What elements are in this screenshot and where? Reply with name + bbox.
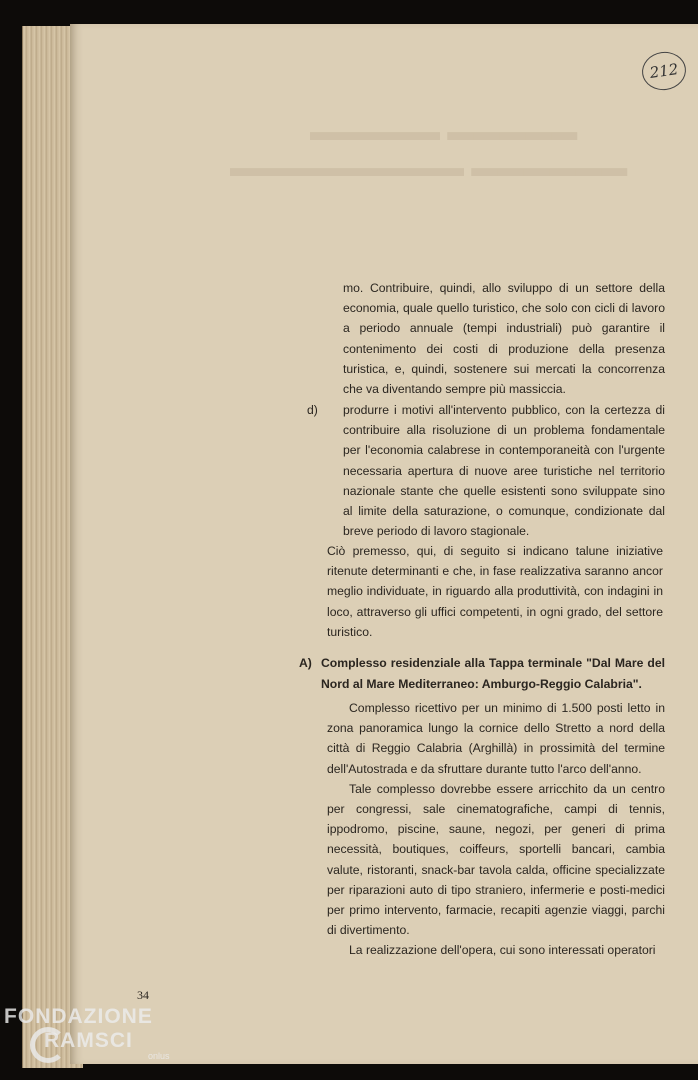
watermark-line-2: RAMSCI [44,1029,133,1052]
section-a-body [327,698,665,961]
section-a-paragraph-2: Tale complesso dovrebbe essere arricchito da un centro per congressi, sale cinematografiche, campi di tennis, ippodromo, piscine, saune, negozi, per generi di prima necessità, boutiques, coiffeurs, sportelli bancari, cambia valute, ristoranti, snack-bar tavola calda, officine specializzate per riparazioni auto di tipo straniero, infermerie e posti-medici per primo intervento, farmacie, recapiti agenzie viaggi, parchi di divertimento. [327,781,665,938]
watermark-line-1: FONDAZIONE [4,1005,153,1028]
section-a-paragraph-1: Complesso ricettivo per un minimo di 1.500 posti letto in zona panoramica lungo la cornice dello Stretto a nord della città di Reggio Calabria (Arghillà) in prossimità del termine dell'Autostrada e da sfruttare durante tutto l'arco dell'anno. [327,701,665,776]
section-letter: A) [299,656,312,670]
premise-text: Ciò premesso, qui, di seguito si indicano talune iniziative ritenute determinanti e che, in fase realizzativa saranno ancor meglio individuate, in riguardo alla produttività, con indagini in loco, attraverso gli uffici competenti, in ogni grado, del settore turistico. [327,544,663,639]
list-item-d-paragraph [307,400,665,541]
list-item-text: produrre i motivi all'intervento pubblico, con la certezza di contribuire alla risoluzione di un problema fondamentale per l'economia calabrese in contemporaneità con l'urgente necessaria apertura di nuove aree turistiche nel territorio nazionale stante che quelle esistenti sono sviluppate sino al limite della saturazione, o comunque, condizionate dal breve periodo di lavoro stagionale. [343,403,665,539]
section-title: Complesso residenziale alla Tappa terminale "Dal Mare del Nord al Mare Mediterraneo: Amburgo-Reggio Calabria". [321,656,665,691]
bleed-through-text: ▬▬▬▬▬ ▬▬▬▬▬ [310,116,578,146]
list-item-label: d) [307,403,318,417]
section-a-heading [299,653,665,695]
intro-text: mo. Contribuire, quindi, allo sviluppo di un settore della economia, quale quello turistico, che solo con cicli di lavoro a periodo annuale (tempi industriali) può garantire il contenimento dei costi di produzione della presenza turistica, e, quindi, sostenere sui mercati la concorrenza che va diventando sempre più massiccia. [343,281,665,397]
intro-paragraph [343,278,665,399]
section-a-paragraph-3: La realizzazione dell'opera, cui sono interessati operatori [349,943,656,958]
premise-paragraph [327,541,663,642]
bleed-through-text: ▬▬▬▬▬▬▬▬▬ ▬▬▬▬▬▬ [230,152,628,182]
fondazione-gramsci-watermark [4,1005,170,1061]
list-item-d [307,400,665,541]
watermark-suffix: onlus [148,1051,170,1061]
page-number: 34 [137,988,149,1002]
archive-stamp: 212 [640,49,689,93]
